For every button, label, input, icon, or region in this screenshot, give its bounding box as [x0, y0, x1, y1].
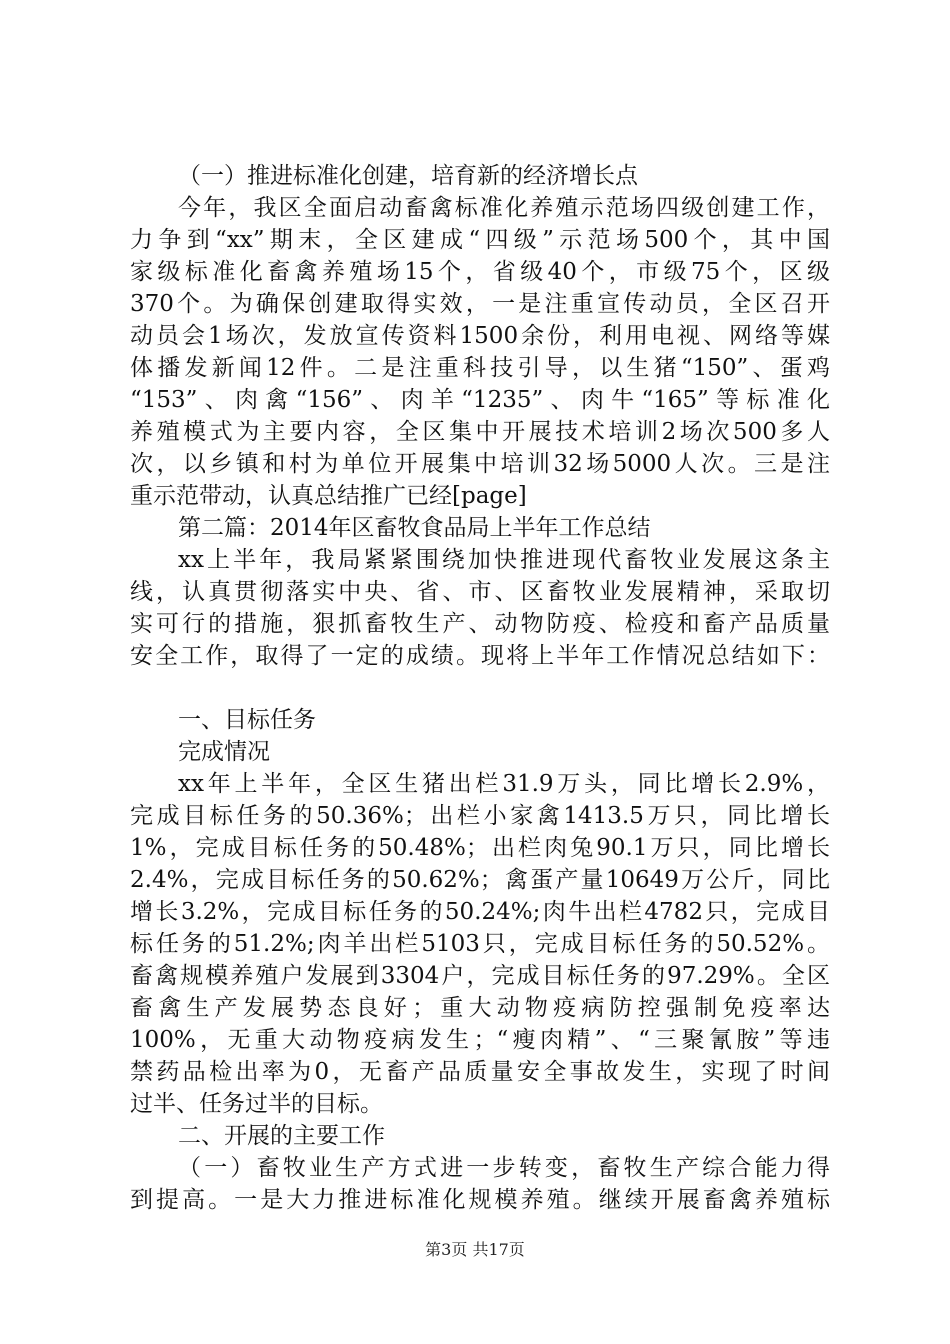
paragraph-line: 实可行的措施，狠抓畜牧生产、动物防疫、检疫和畜产品质量 [130, 611, 830, 637]
paragraph-line: 次，以乡镇和村为单位开展集中培训32场5000人次。三是注 [130, 451, 830, 477]
paragraph-line: 到提高。一是大力推进标准化规模养殖。继续开展畜禽养殖标 [130, 1187, 830, 1213]
paragraph-line: 1%，完成目标任务的50.48%；出栏肉兔90.1万只，同比增长 [130, 835, 830, 861]
paragraph-line: 重示范带动，认真总结推广已经[page] [130, 483, 527, 509]
paragraph-line: 禁药品检出率为0，无畜产品质量安全事故发生，实现了时间 [130, 1059, 830, 1085]
paragraph-line: “153”、肉禽“156”、肉羊“1235”、肉牛“165”等标准化 [130, 387, 830, 413]
paragraph-line: 动员会1场次，发放宣传资料1500余份，利用电视、网络等媒 [130, 323, 830, 349]
paragraph-line: 增长3.2%，完成目标任务的50.24%;肉牛出栏4782只，完成目 [130, 899, 830, 925]
paragraph-line: 养殖模式为主要内容，全区集中开展技术培训2场次500多人 [130, 419, 830, 445]
section-heading: （一）推进标准化创建，培育新的经济增长点 [178, 163, 638, 189]
article-title: 第二篇：2014年区畜牧食品局上半年工作总结 [178, 515, 651, 541]
paragraph-line: 家级标准化畜禽养殖场15个，省级40个，市级75个，区级 [130, 259, 830, 285]
document-body [130, 160, 830, 1216]
blank-line [130, 672, 830, 704]
section-heading: 完成情况 [178, 739, 270, 765]
paragraph-line: xx上半年，我局紧紧围绕加快推进现代畜牧业发展这条主 [178, 547, 830, 573]
paragraph-line: 安全工作，取得了一定的成绩。现将上半年工作情况总结如下： [130, 643, 830, 669]
page-number-footer: 第3页 共17页 [425, 1240, 525, 1259]
section-heading: 一、目标任务 [178, 707, 316, 733]
paragraph-line: 力争到“xx”期末，全区建成“四级”示范场500个，其中国 [130, 227, 830, 253]
paragraph-line: 畜禽规模养殖户发展到3304户，完成目标任务的97.29%。全区 [130, 963, 830, 989]
paragraph-line: （一）畜牧业生产方式进一步转变，畜牧生产综合能力得 [178, 1155, 830, 1181]
paragraph-line: 标任务的51.2%;肉羊出栏5103只，完成目标任务的50.52%。 [130, 931, 830, 957]
paragraph-line: 今年，我区全面启动畜禽标准化养殖示范场四级创建工作， [178, 195, 830, 221]
paragraph-line: 体播发新闻12件。二是注重科技引导，以生猪“150”、蛋鸡 [130, 355, 830, 381]
paragraph-line: 畜禽生产发展势态良好；重大动物疫病防控强制免疫率达 [130, 995, 830, 1021]
paragraph-line: 完成目标任务的50.36%；出栏小家禽1413.5万只，同比增长 [130, 803, 830, 829]
paragraph-line: 线，认真贯彻落实中央、省、市、区畜牧业发展精神，采取切 [130, 579, 830, 605]
paragraph-line: 过半、任务过半的目标。 [130, 1091, 383, 1117]
paragraph-line: xx年上半年，全区生猪出栏31.9万头，同比增长2.9%， [178, 771, 830, 797]
paragraph-line: 100%，无重大动物疫病发生；“瘦肉精”、“三聚氰胺”等违 [130, 1027, 830, 1053]
paragraph-line: 370个。为确保创建取得实效，一是注重宣传动员，全区召开 [130, 291, 830, 317]
paragraph-line: 2.4%，完成目标任务的50.62%；禽蛋产量10649万公斤，同比 [130, 867, 830, 893]
section-heading: 二、开展的主要工作 [178, 1123, 385, 1149]
